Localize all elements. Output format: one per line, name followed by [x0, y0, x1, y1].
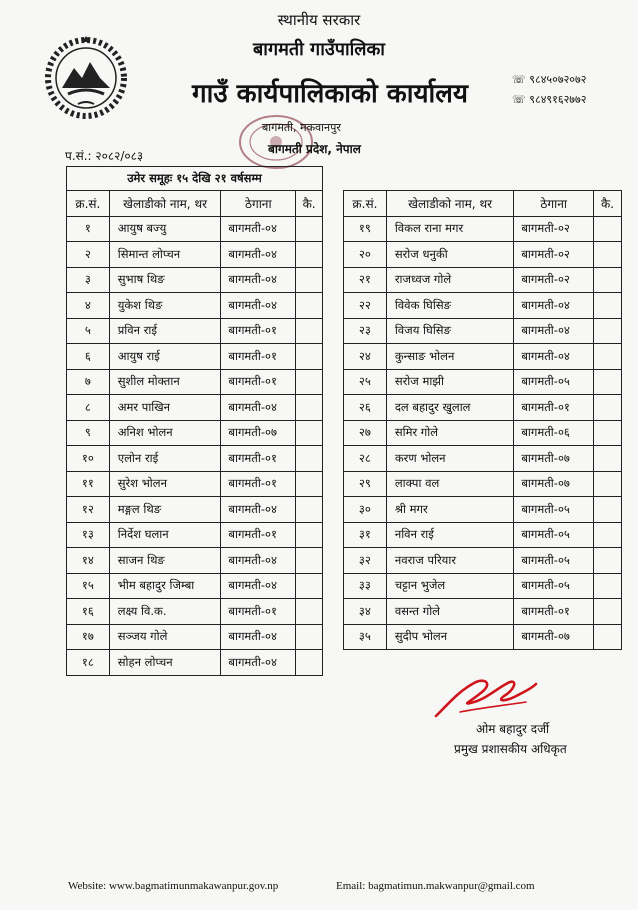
table-row [344, 344, 622, 370]
remarks-cell [594, 522, 622, 548]
player-name-cell: मङ्गल थिङ [109, 497, 221, 523]
age-group-row [67, 167, 323, 191]
remarks-cell [296, 497, 323, 523]
col-address-header: ठेगाना [221, 191, 296, 217]
table-row [344, 624, 622, 650]
serial-number-cell: ३० [344, 497, 387, 523]
age-group-label: उमेर समूहः १५ देखि २१ वर्षसम्म [67, 167, 323, 191]
player-table-left [66, 166, 323, 676]
player-name-cell: साजन थिङ [109, 548, 221, 574]
remarks-cell [296, 242, 323, 268]
player-name-cell: आयुष राई [109, 344, 221, 370]
remarks-cell [296, 318, 323, 344]
col-serial-header: क्र.सं. [344, 191, 387, 217]
player-address-cell: बागमती-०४ [221, 216, 296, 242]
table-row [344, 242, 622, 268]
player-address-cell: बागमती-०२ [514, 216, 594, 242]
player-name-cell: दल बहादुर खुलाल [386, 395, 514, 421]
player-address-cell: बागमती-०१ [221, 522, 296, 548]
player-address-cell: बागमती-०४ [221, 242, 296, 268]
serial-number-cell: ४ [67, 293, 110, 319]
table-row [67, 522, 323, 548]
table-row [67, 267, 323, 293]
table-row [344, 446, 622, 472]
serial-number-cell: २० [344, 242, 387, 268]
remarks-cell [594, 318, 622, 344]
player-address-cell: बागमती-०६ [514, 420, 594, 446]
serial-number-cell: ३२ [344, 548, 387, 574]
handwritten-signature [430, 672, 540, 722]
serial-number-cell: ३३ [344, 573, 387, 599]
table-row [67, 369, 323, 395]
player-address-cell: बागमती-०१ [514, 599, 594, 625]
serial-number-cell: ३१ [344, 522, 387, 548]
player-address-cell: बागमती-०४ [221, 573, 296, 599]
player-address-cell: बागमती-०२ [514, 267, 594, 293]
remarks-cell [594, 548, 622, 574]
table-row [344, 471, 622, 497]
remarks-cell [296, 624, 323, 650]
local-government-label: स्थानीय सरकार [277, 11, 361, 29]
remarks-cell [296, 522, 323, 548]
player-address-cell: बागमती-०१ [221, 446, 296, 472]
serial-number-cell: १३ [67, 522, 110, 548]
table-row [344, 573, 622, 599]
player-name-cell: वसन्त गोले [386, 599, 514, 625]
serial-number-cell: २३ [344, 318, 387, 344]
player-name-cell: सोहन लोप्चन [109, 650, 221, 676]
player-address-cell: बागमती-०४ [514, 293, 594, 319]
municipality-name: बागमती गाउँपालिका [253, 39, 385, 60]
phone-number-2: ☏ ९८४९१६२७७२ [512, 93, 587, 106]
footer-email[interactable]: Email: bagmatimun.makwanpur@gmail.com [336, 880, 535, 892]
player-name-cell: श्री मगर [386, 497, 514, 523]
remarks-cell [296, 293, 323, 319]
player-name-cell: करण भोलन [386, 446, 514, 472]
remarks-cell [594, 573, 622, 599]
table-row [344, 369, 622, 395]
header-row [344, 191, 622, 217]
serial-number-cell: १८ [67, 650, 110, 676]
table-row [67, 573, 323, 599]
remarks-cell [296, 650, 323, 676]
remarks-cell [594, 420, 622, 446]
signatory-name: ओम बहादुर दर्जी [476, 722, 550, 736]
remarks-cell [296, 573, 323, 599]
serial-number-cell: ३४ [344, 599, 387, 625]
table-row [67, 216, 323, 242]
player-address-cell: बागमती-०५ [514, 522, 594, 548]
serial-number-cell: ३ [67, 267, 110, 293]
table-row [67, 497, 323, 523]
serial-number-cell: ३५ [344, 624, 387, 650]
table-row [67, 420, 323, 446]
serial-number-cell: १ [67, 216, 110, 242]
col-address-header: ठेगाना [514, 191, 594, 217]
player-address-cell: बागमती-०१ [221, 471, 296, 497]
col-name-header: खेलाडीको नाम, थर [109, 191, 221, 217]
remarks-cell [296, 369, 323, 395]
table-row [344, 599, 622, 625]
remarks-cell [594, 471, 622, 497]
player-address-cell: बागमती-०५ [514, 369, 594, 395]
remarks-cell [594, 446, 622, 472]
table-row [67, 471, 323, 497]
signatory-title: प्रमुख प्रशासकीय अधिकृत [454, 742, 567, 756]
remarks-cell [296, 471, 323, 497]
serial-number-cell: १७ [67, 624, 110, 650]
player-name-cell: सुभाष थिङ [109, 267, 221, 293]
player-address-cell: बागमती-०१ [221, 318, 296, 344]
serial-number-cell: ७ [67, 369, 110, 395]
office-address: बागमती, मकवानपुर [262, 121, 341, 134]
player-address-cell: बागमती-०५ [514, 497, 594, 523]
player-address-cell: बागमती-०४ [221, 293, 296, 319]
table-row [344, 267, 622, 293]
player-name-cell: अनिश भोलन [109, 420, 221, 446]
serial-number-cell: १४ [67, 548, 110, 574]
table-row [67, 293, 323, 319]
table-row [344, 548, 622, 574]
player-name-cell: लाक्पा वल [386, 471, 514, 497]
table-row [67, 548, 323, 574]
player-address-cell: बागमती-०१ [221, 369, 296, 395]
serial-number-cell: २१ [344, 267, 387, 293]
remarks-cell [594, 624, 622, 650]
table-row [67, 446, 323, 472]
player-address-cell: बागमती-०२ [514, 242, 594, 268]
player-name-cell: चट्टान भुजेल [386, 573, 514, 599]
remarks-cell [296, 344, 323, 370]
serial-number-cell: ८ [67, 395, 110, 421]
player-name-cell: कुन्साङ भोलन [386, 344, 514, 370]
col-name-header: खेलाडीको नाम, थर [386, 191, 514, 217]
serial-number-cell: २५ [344, 369, 387, 395]
remarks-cell [594, 344, 622, 370]
remarks-cell [594, 369, 622, 395]
player-name-cell: आयुष बज्यु [109, 216, 221, 242]
serial-number-cell: २८ [344, 446, 387, 472]
remarks-cell [594, 395, 622, 421]
col-remarks-header: कै. [594, 191, 622, 217]
remarks-cell [296, 216, 323, 242]
remarks-cell [594, 216, 622, 242]
player-address-cell: बागमती-०१ [221, 599, 296, 625]
province-address: बागमती प्रदेश, नेपाल [268, 142, 361, 156]
player-address-cell: बागमती-०४ [514, 344, 594, 370]
player-name-cell: सुरेश भोलन [109, 471, 221, 497]
table-row [344, 318, 622, 344]
player-name-cell: विजय घिसिङ [386, 318, 514, 344]
player-name-cell: राजध्वज गोले [386, 267, 514, 293]
player-name-cell: सुदीप भोलन [386, 624, 514, 650]
table-row [67, 599, 323, 625]
table-row [344, 395, 622, 421]
table-row [344, 497, 622, 523]
serial-number-cell: २९ [344, 471, 387, 497]
player-name-cell: विकल राना मगर [386, 216, 514, 242]
player-name-cell: विवेक घिसिङ [386, 293, 514, 319]
table-row [67, 624, 323, 650]
remarks-cell [296, 420, 323, 446]
player-name-cell: सरोज धनुकी [386, 242, 514, 268]
col-serial-header: क्र.सं. [67, 191, 110, 217]
player-name-cell: सुशील मोक्तान [109, 369, 221, 395]
player-address-cell: बागमती-०७ [514, 471, 594, 497]
col-remarks-header: कै. [296, 191, 323, 217]
footer-website[interactable]: Website: www.bagmatimunmakawanpur.gov.np [68, 880, 279, 892]
serial-number-cell: २ [67, 242, 110, 268]
header-row [67, 191, 323, 217]
serial-number-cell: ५ [67, 318, 110, 344]
player-address-cell: बागमती-०७ [514, 446, 594, 472]
phone-number-1: ☏ ९८४५०७२०७२ [512, 73, 587, 86]
serial-number-cell: २६ [344, 395, 387, 421]
office-title: गाउँ कार्यपालिकाको कार्यालय [192, 79, 468, 109]
remarks-cell [296, 267, 323, 293]
player-table-right [343, 190, 622, 650]
player-name-cell: सिमान्त लोप्चन [109, 242, 221, 268]
remarks-cell [296, 395, 323, 421]
player-name-cell: भीम बहादुर जिम्बा [109, 573, 221, 599]
player-address-cell: बागमती-०७ [221, 420, 296, 446]
player-name-cell: नविन राई [386, 522, 514, 548]
serial-number-cell: १० [67, 446, 110, 472]
player-address-cell: बागमती-०४ [221, 395, 296, 421]
serial-number-cell: १९ [344, 216, 387, 242]
remarks-cell [296, 599, 323, 625]
remarks-cell [594, 267, 622, 293]
player-address-cell: बागमती-०४ [221, 624, 296, 650]
table-row [67, 318, 323, 344]
player-name-cell: निर्देश घलान [109, 522, 221, 548]
player-address-cell: बागमती-०४ [221, 267, 296, 293]
player-name-cell: समिर गोले [386, 420, 514, 446]
table-row [344, 522, 622, 548]
remarks-cell [594, 242, 622, 268]
serial-number-cell: ६ [67, 344, 110, 370]
serial-number-cell: १२ [67, 497, 110, 523]
player-address-cell: बागमती-०४ [221, 548, 296, 574]
player-address-cell: बागमती-०५ [514, 548, 594, 574]
player-address-cell: बागमती-०१ [221, 344, 296, 370]
player-address-cell: बागमती-०४ [221, 650, 296, 676]
table-row [67, 242, 323, 268]
serial-number-cell: २४ [344, 344, 387, 370]
remarks-cell [594, 497, 622, 523]
remarks-cell [594, 293, 622, 319]
player-name-cell: लक्ष्य वि.क. [109, 599, 221, 625]
player-name-cell: एलोन राई [109, 446, 221, 472]
reference-number: प.सं.: २०८२/०८३ [65, 149, 144, 163]
player-address-cell: बागमती-०४ [514, 318, 594, 344]
serial-number-cell: २२ [344, 293, 387, 319]
table-row [67, 395, 323, 421]
table-row [344, 216, 622, 242]
remarks-cell [296, 548, 323, 574]
player-name-cell: सरोज माझी [386, 369, 514, 395]
player-address-cell: बागमती-०५ [514, 573, 594, 599]
player-name-cell: प्रविन राई [109, 318, 221, 344]
table-row [344, 420, 622, 446]
player-address-cell: बागमती-०७ [514, 624, 594, 650]
player-address-cell: बागमती-०१ [514, 395, 594, 421]
table-row [344, 293, 622, 319]
player-name-cell: युकेश थिङ [109, 293, 221, 319]
player-name-cell: सञ्जय गोले [109, 624, 221, 650]
serial-number-cell: ९ [67, 420, 110, 446]
table-row [67, 650, 323, 676]
remarks-cell [296, 446, 323, 472]
serial-number-cell: ११ [67, 471, 110, 497]
serial-number-cell: १६ [67, 599, 110, 625]
serial-number-cell: २७ [344, 420, 387, 446]
player-address-cell: बागमती-०४ [221, 497, 296, 523]
player-name-cell: अमर पाखिन [109, 395, 221, 421]
table-row [67, 344, 323, 370]
serial-number-cell: १५ [67, 573, 110, 599]
player-name-cell: नवराज परियार [386, 548, 514, 574]
remarks-cell [594, 599, 622, 625]
